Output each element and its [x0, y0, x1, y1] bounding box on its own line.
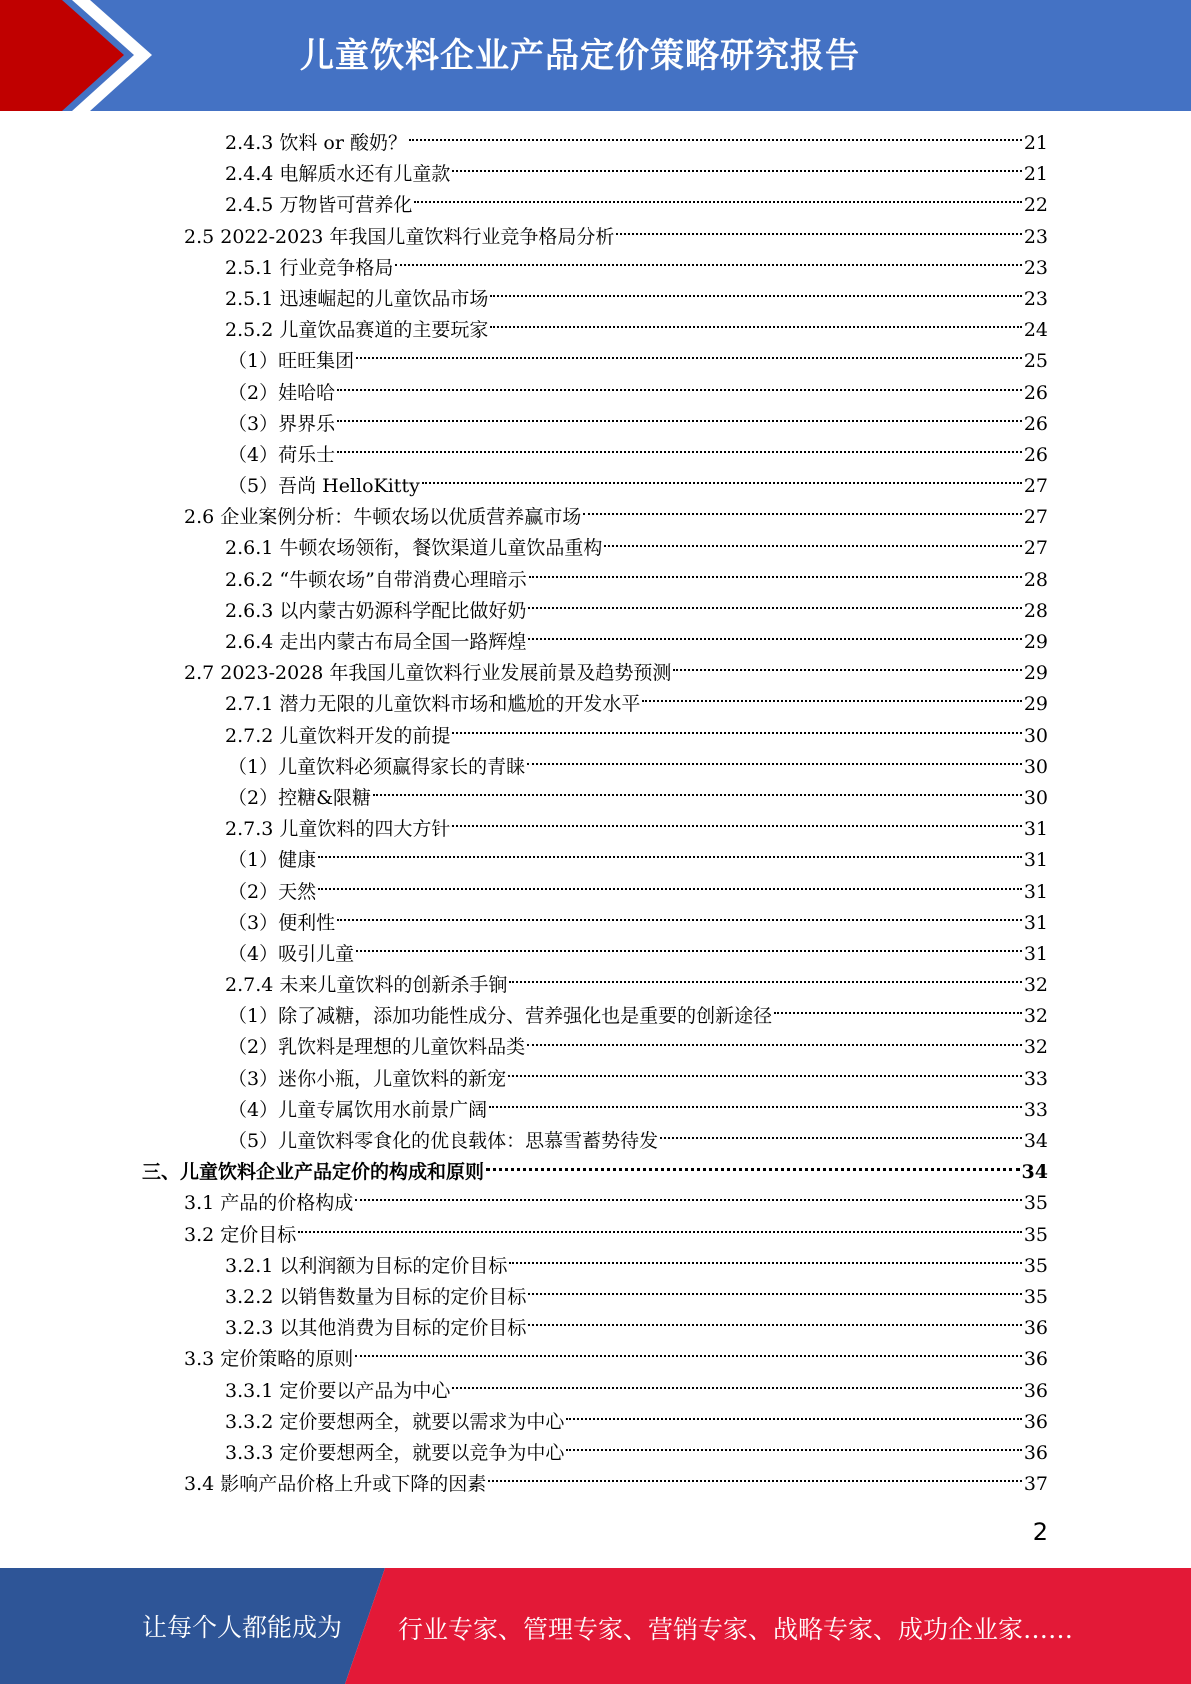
toc-leader-dots [452, 1386, 1021, 1389]
toc-leader-dots [486, 1167, 1020, 1171]
toc-entry-title: 2.4.3 饮料 or 酸奶？ [225, 132, 407, 154]
toc-entry[interactable] [228, 845, 1048, 876]
toc-leader-dots [318, 887, 1022, 890]
toc-entry-page: 31 [1023, 911, 1048, 934]
toc-entry[interactable] [228, 1032, 1048, 1063]
toc-entry-title: 2.6.3 以内蒙古奶源科学配比做好奶 [225, 599, 527, 622]
toc-entry-title: （1）儿童饮料必须赢得家长的青睐 [228, 755, 526, 778]
toc-entry-title: （3）便利性 [228, 911, 336, 934]
toc-entry-title: （2）控糖&限糖 [228, 786, 372, 809]
toc-entry-title: 3.4 影响产品价格上升或下降的因素 [184, 1473, 487, 1496]
toc-entry-title: 3.3.2 定价要想两全，就要以需求为中心 [225, 1410, 565, 1433]
toc-entry-title: 2.6.1 牛顿农场领衔，餐饮渠道儿童饮品重构 [225, 537, 603, 560]
toc-leader-dots [337, 918, 1022, 921]
toc-entry-page: 26 [1023, 412, 1048, 435]
toc-entry-title: 3.2.1 以利润额为目标的定价目标 [225, 1254, 508, 1277]
toc-entry[interactable] [225, 128, 1048, 159]
toc-entry-page: 35 [1023, 1192, 1048, 1215]
toc-entry[interactable] [225, 1251, 1048, 1282]
toc-entry-title: （4）儿童专属饮用水前景广阔 [228, 1098, 488, 1121]
toc-entry-page: 36 [1023, 1379, 1048, 1402]
toc-leader-dots [452, 824, 1021, 827]
toc-entry-page: 27 [1023, 506, 1048, 529]
toc-entry[interactable] [228, 440, 1048, 471]
toc-leader-dots [490, 294, 1021, 297]
toc-leader-dots [337, 388, 1022, 391]
toc-entry-title: 3.1 产品的价格构成 [184, 1192, 354, 1215]
toc-entry[interactable] [228, 939, 1048, 970]
toc-entry-title: （2）娃哈哈 [228, 381, 336, 404]
toc-entry-title: （2）乳饮料是理想的儿童饮料品类 [228, 1036, 526, 1059]
toc-entry-page: 23 [1023, 256, 1048, 279]
toc-leader-dots [527, 1043, 1022, 1046]
toc-leader-dots [337, 450, 1022, 453]
report-title: 儿童饮料企业产品定价策略研究报告 [300, 36, 860, 76]
toc-leader-dots [452, 169, 1021, 172]
toc-leader-dots [422, 481, 1022, 484]
toc-entry-title: 3.2 定价目标 [184, 1223, 297, 1246]
toc-entry[interactable] [228, 1064, 1048, 1095]
toc-entry[interactable] [225, 1282, 1048, 1313]
toc-entry-title: （1）除了减糖，添加功能性成分、营养强化也是重要的创新途径 [228, 1005, 773, 1028]
toc-entry-page: 32 [1023, 1005, 1048, 1028]
toc-entry[interactable] [228, 908, 1048, 939]
toc-entry-page: 22 [1023, 194, 1048, 217]
toc-entry-page: 32 [1023, 1036, 1048, 1059]
toc-leader-dots [337, 419, 1022, 422]
toc-leader-dots [356, 949, 1022, 952]
toc-leader-dots [616, 232, 1021, 235]
toc-entry-title: （5）儿童饮料零食化的优良载体：思慕雪蓄势待发 [228, 1130, 659, 1152]
toc-entry-title: 3.3 定价策略的原则 [184, 1348, 354, 1371]
toc-entry[interactable] [225, 627, 1048, 658]
toc-entry[interactable] [184, 1469, 1048, 1500]
toc-leader-dots [528, 1323, 1021, 1326]
toc-entry-page: 36 [1023, 1348, 1048, 1371]
toc-entry-page: 36 [1023, 1317, 1048, 1340]
toc-entry-title: （4）吸引儿童 [228, 942, 355, 965]
toc-leader-dots [527, 762, 1022, 765]
toc-leader-dots [298, 1230, 1022, 1233]
toc-entry-page: 26 [1023, 443, 1048, 466]
toc-entry[interactable] [225, 159, 1048, 190]
toc-entry[interactable] [184, 222, 1048, 253]
toc-entry[interactable] [225, 284, 1048, 315]
toc-leader-dots [604, 544, 1021, 547]
toc-entry-title: 2.5 2022-2023 年我国儿童饮料行业竞争格局分析 [184, 225, 615, 248]
toc-entry-page: 35 [1023, 1254, 1048, 1277]
toc-entry-title: （3）界界乐 [228, 412, 336, 435]
toc-leader-dots [566, 1448, 1021, 1451]
toc-leader-dots [489, 1105, 1022, 1108]
toc-entry[interactable] [184, 1188, 1048, 1219]
toc-entry[interactable] [228, 1001, 1048, 1032]
toc-entry[interactable] [225, 689, 1048, 720]
toc-entry[interactable] [184, 502, 1048, 533]
toc-entry[interactable] [225, 596, 1048, 627]
toc-entry-page: 33 [1023, 1098, 1048, 1121]
toc-leader-dots [355, 1354, 1022, 1357]
toc-entry-title: （3）迷你小瓶，儿童饮料的新宠 [228, 1067, 507, 1090]
toc-entry[interactable] [228, 877, 1048, 908]
page-number: 2 [1032, 1518, 1048, 1546]
toc-entry[interactable] [228, 409, 1048, 440]
toc-entry-page: 32 [1023, 974, 1048, 997]
toc-entry-title: 2.7.4 未来儿童饮料的创新杀手锏 [225, 974, 508, 997]
toc-entry-page: 25 [1023, 350, 1048, 373]
toc-entry[interactable] [142, 1157, 1048, 1188]
toc-entry-title: 2.6 企业案例分析：牛顿农场以优质营养赢市场 [184, 506, 582, 529]
toc-entry-page: 29 [1023, 693, 1048, 716]
toc-entry-title: 3.2.3 以其他消费为目标的定价目标 [225, 1317, 527, 1340]
toc-entry-page: 31 [1023, 818, 1048, 841]
toc-leader-dots [488, 1479, 1022, 1482]
toc-entry[interactable] [225, 1438, 1048, 1469]
toc-entry[interactable] [225, 1407, 1048, 1438]
toc-leader-dots [528, 637, 1021, 640]
toc-entry-title: 2.5.1 行业竞争格局 [225, 256, 394, 279]
toc-entry-title: （4）荷乐士 [228, 443, 336, 466]
toc-entry-title: 2.5.1 迅速崛起的儿童饮品市场 [225, 287, 489, 310]
toc-leader-dots [660, 1136, 1022, 1139]
toc-entry-page: 30 [1023, 724, 1048, 747]
toc-entry[interactable] [225, 721, 1048, 752]
toc-entry-page: 36 [1023, 1441, 1048, 1464]
toc-entry-page: 31 [1023, 880, 1048, 903]
toc-entry-page: 28 [1023, 599, 1048, 622]
toc-entry-page: 34 [1021, 1161, 1048, 1184]
toc-entry-page: 30 [1023, 786, 1048, 809]
toc-entry-title: 2.7.1 潜力无限的儿童饮料市场和尴尬的开发水平 [225, 693, 641, 716]
toc-entry-page: 29 [1023, 631, 1048, 653]
toc-leader-dots [414, 200, 1021, 203]
toc-entry[interactable] [225, 970, 1048, 1001]
toc-entry-title: （1）健康 [228, 849, 317, 872]
toc-entry[interactable] [225, 190, 1048, 221]
toc-entry-title: 3.3.3 定价要想两全，就要以竞争为中心 [225, 1441, 565, 1464]
toc-leader-dots [566, 1417, 1021, 1420]
toc-entry-page: 27 [1023, 537, 1048, 560]
toc-entry[interactable] [225, 253, 1048, 284]
toc-entry-title: 2.4.5 万物皆可营养化 [225, 194, 413, 217]
toc-leader-dots [642, 699, 1021, 702]
toc-leader-dots [529, 575, 1022, 578]
toc-leader-dots [373, 793, 1022, 796]
toc-entry-page: 24 [1023, 319, 1048, 342]
toc-entry-title: 3.2.2 以销售数量为目标的定价目标 [225, 1285, 527, 1308]
toc-leader-dots [508, 1074, 1022, 1077]
toc-entry-page: 35 [1023, 1223, 1048, 1246]
toc-entry[interactable] [184, 658, 1048, 689]
toc-entry-title: （1）旺旺集团 [228, 350, 355, 373]
toc-entry-page: 27 [1023, 475, 1048, 498]
toc-leader-dots [395, 263, 1021, 266]
footer-slogan-right: 行业专家、管理专家、营销专家、战略专家、成功企业家…… [398, 1615, 1074, 1644]
toc-entry-page: 23 [1023, 225, 1048, 248]
toc-entry[interactable] [184, 1220, 1048, 1251]
toc-entry-page: 31 [1023, 849, 1048, 872]
toc-entry[interactable] [228, 378, 1048, 409]
toc-entry[interactable] [225, 814, 1048, 845]
toc-leader-dots [318, 855, 1022, 858]
toc-entry-title: 2.7 2023-2028 年我国儿童饮料行业发展前景及趋势预测 [184, 662, 672, 685]
toc-leader-dots [490, 325, 1021, 328]
toc-entry-page: 36 [1023, 1410, 1048, 1433]
toc-leader-dots [509, 980, 1021, 983]
toc-entry-page: 33 [1023, 1067, 1048, 1090]
toc-leader-dots [409, 138, 1022, 141]
toc-entry[interactable] [228, 783, 1048, 814]
footer-banner [0, 1568, 1191, 1684]
toc-entry-title: 2.7.2 儿童饮料开发的前提 [225, 724, 451, 747]
toc-entry[interactable] [228, 1095, 1048, 1126]
toc-entry-page: 21 [1023, 132, 1048, 154]
toc-leader-dots [509, 1261, 1021, 1264]
toc-entry[interactable] [228, 471, 1048, 502]
toc-leader-dots [673, 668, 1021, 671]
toc-entry[interactable] [225, 315, 1048, 346]
toc-entry-page: 30 [1023, 755, 1048, 778]
toc-entry-page: 31 [1023, 942, 1048, 965]
toc-entry-title: 2.6.2 “牛顿农场”自带消费心理暗示 [225, 568, 527, 591]
toc-entry[interactable] [228, 752, 1048, 783]
toc-entry[interactable] [225, 533, 1048, 564]
toc-entry-page: 28 [1023, 568, 1048, 591]
toc-entry-title: 2.6.4 走出内蒙古布局全国一路辉煌 [225, 631, 527, 653]
toc-entry-title: 2.7.3 儿童饮料的四大方针 [225, 818, 451, 841]
toc-entry[interactable] [228, 346, 1048, 377]
toc-entry[interactable] [225, 565, 1048, 596]
toc-entry-title: （5）吾尚 HelloKitty [228, 475, 420, 498]
toc-entry-title: 2.4.4 电解质水还有儿童款 [225, 163, 451, 186]
toc-leader-dots [452, 731, 1021, 734]
header-banner [0, 0, 1191, 111]
toc-entry-page: 26 [1023, 381, 1048, 404]
toc-entry[interactable] [184, 1344, 1048, 1375]
toc-leader-dots [583, 512, 1022, 515]
toc-entry-page: 21 [1023, 163, 1048, 186]
toc-entry-page: 29 [1023, 662, 1048, 685]
toc-leader-dots [355, 1198, 1022, 1201]
toc-entry[interactable] [225, 1313, 1048, 1344]
toc-entry-page: 35 [1023, 1285, 1048, 1308]
toc-entry-title: 2.5.2 儿童饮品赛道的主要玩家 [225, 319, 489, 342]
toc-leader-dots [528, 1292, 1021, 1295]
toc-entry-page: 34 [1023, 1130, 1048, 1152]
footer-slogan-left: 让每个人都能成为 [142, 1613, 343, 1642]
header-arrow-decoration [0, 0, 160, 111]
toc-entry[interactable] [228, 1126, 1048, 1157]
toc-entry-title: 3.3.1 定价要以产品为中心 [225, 1379, 451, 1402]
toc-leader-dots [528, 606, 1021, 609]
toc-entry[interactable] [225, 1376, 1048, 1407]
toc-entry-page: 23 [1023, 287, 1048, 310]
toc-leader-dots [774, 1011, 1022, 1014]
toc-entry-title: 三、儿童饮料企业产品定价的构成和原则 [142, 1161, 485, 1184]
table-of-contents [0, 128, 1191, 1500]
toc-entry-title: （2）天然 [228, 880, 317, 903]
toc-leader-dots [356, 356, 1022, 359]
toc-entry-page: 37 [1023, 1473, 1048, 1496]
